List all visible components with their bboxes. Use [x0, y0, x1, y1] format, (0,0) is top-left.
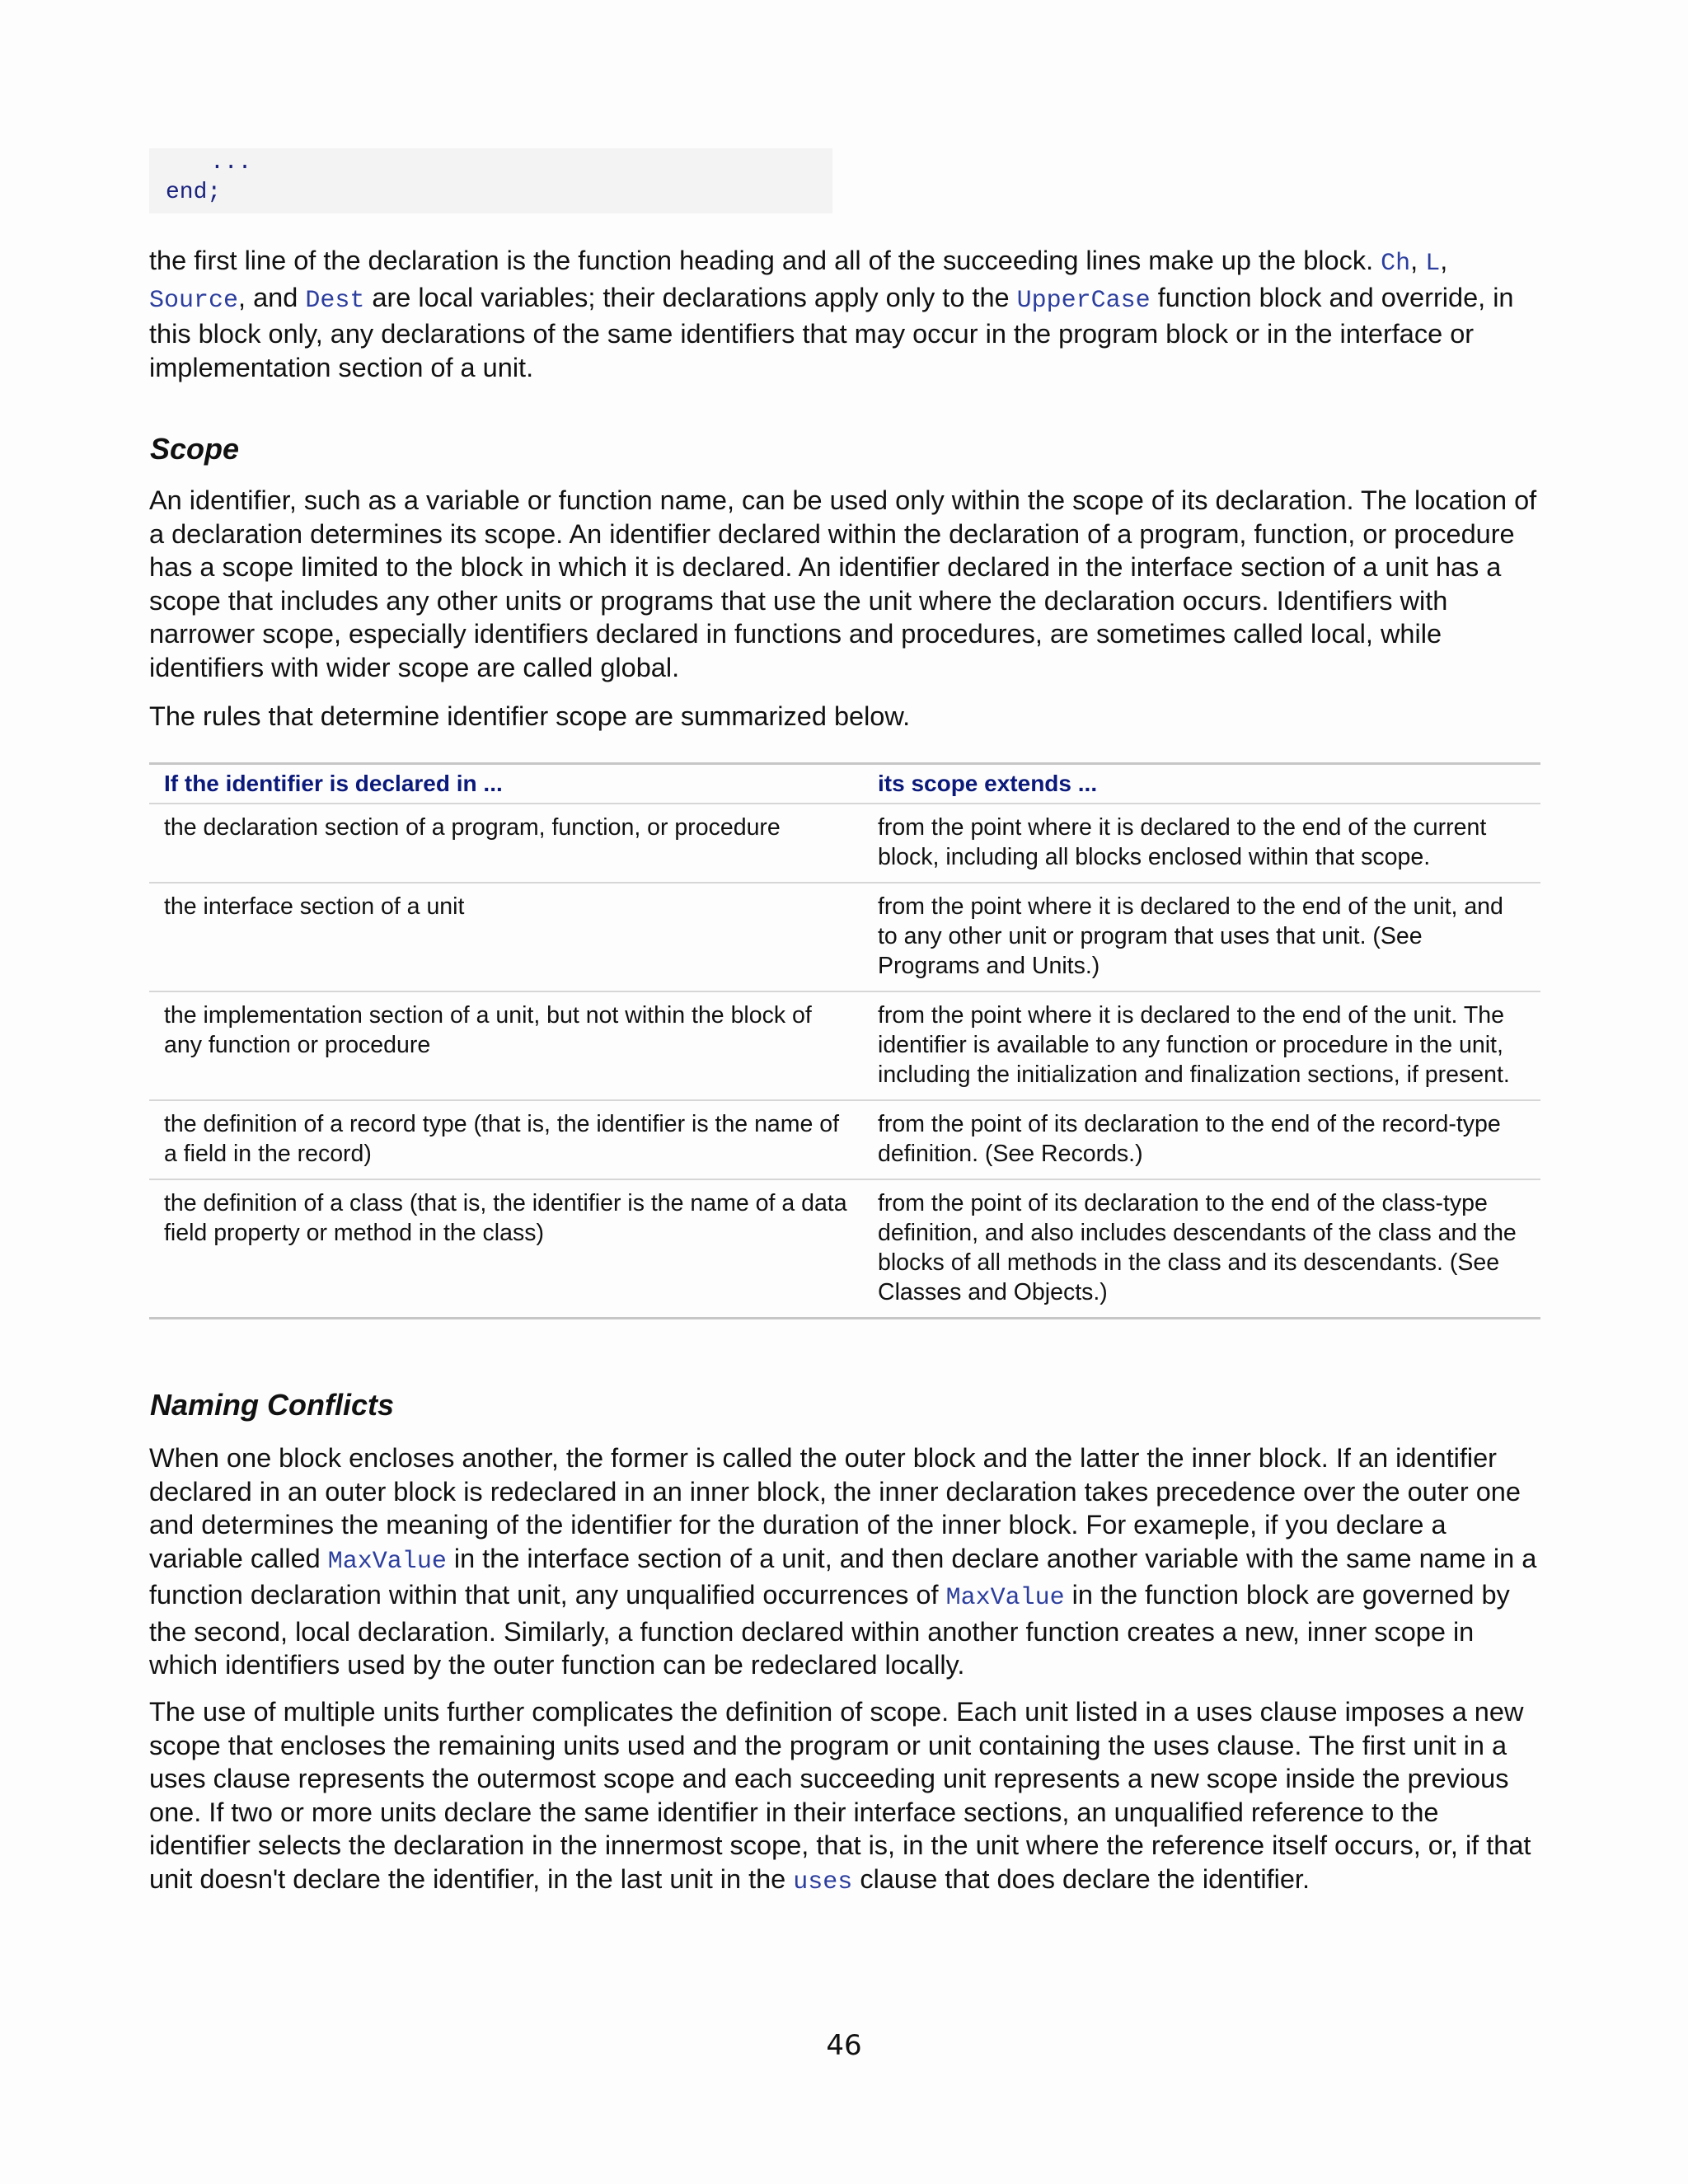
table-cell: from the point where it is declared to the end of the current block, including all blocks enclosed within that scope.	[863, 804, 1540, 883]
table-row	[149, 1179, 1540, 1319]
table-cell: the implementation section of a unit, but not within the block of any function or procedure	[149, 991, 863, 1100]
table-cell: from the point of its declaration to the end of the class-type definition, and also includes descendants of the class and the blocks of all methods in the class and its descendants. (See Classes and Objects.)	[878, 1190, 1517, 1305]
code-line: ...	[210, 150, 252, 176]
text-run: function block and override, in this block only, any declarations of the same identifiers that may occur in the program block or in the interface or implementation section of a unit.	[149, 282, 1514, 382]
table-cell: the declaration section of a program, function, or procedure	[149, 804, 863, 883]
text-run: are local variables; their declarations apply only to the	[364, 282, 1017, 312]
text-run: the first line of the declaration is the function heading and all of the succeeding lines make up the block.	[149, 246, 1381, 275]
text-run: ,	[1410, 246, 1426, 275]
scope-rules-table	[149, 762, 1540, 1319]
code-line: end;	[166, 180, 222, 205]
table-row	[149, 991, 1540, 1100]
text-run: , and	[238, 282, 306, 312]
table-header-row	[149, 764, 1540, 804]
table-cell: from the point where it is declared to the end of the unit, and to any other unit or program that uses that unit. (See Programs and Units.)	[863, 883, 1540, 991]
text-run: in the function block are governed by the second, local declaration. Similarly, a function declared within another function creates a new, inner scope in which identifiers used by the outer function can be redeclared locally.	[149, 1580, 1510, 1680]
table-cell: the interface section of a unit	[149, 883, 863, 991]
code-identifier: Source	[149, 286, 239, 315]
page-number: 46	[826, 2029, 862, 2062]
code-snippet	[149, 148, 832, 213]
scope-paragraph: An identifier, such as a variable or function name, can be used only within the scope of its declaration. The location of a declaration determines its scope. An identifier declared within the declaration of a program, function, or procedure has a scope limited to the block in which it is declared. An identifier declared in the interface section of a unit has a scope that includes any other units or programs that use the unit where the declaration occurs. Identifiers with narrower scope, especially identifiers declared in functions and procedures, are sometimes called local, while identifiers with wider scope are called global.	[149, 485, 1537, 682]
code-identifier: UpperCase	[1016, 286, 1151, 315]
table-cell: the definition of a class (that is, the identifier is the name of a data field property or method in the class)	[164, 1190, 847, 1246]
table-row	[149, 1100, 1540, 1179]
units-scope-paragraph	[149, 1695, 1540, 1899]
column-header: If the identifier is declared in ...	[149, 764, 863, 804]
section-heading-naming-conflicts: Naming Conflicts	[150, 1388, 395, 1422]
text-run: ,	[1440, 246, 1448, 275]
naming-paragraph	[149, 1441, 1540, 1682]
table-row	[149, 883, 1540, 991]
table-cell: from the point where it is declared to the end of the unit. The identifier is available to any function or procedure in the unit, including the initialization and finalization sections, if present.	[863, 991, 1540, 1100]
table-cell: the definition of a record type (that is, the identifier is the name of a field in the record)	[149, 1100, 863, 1179]
code-identifier: uses	[793, 1868, 853, 1896]
table-row	[149, 804, 1540, 883]
text-run: in the interface section of a unit, and then declare another variable with the same name in a function declaration within that unit, any unqualified occurrences of	[149, 1543, 1537, 1610]
text-run: The use of multiple units further complicates the definition of scope. Each unit listed in a uses clause imposes a new scope that encloses the remaining units used and the program or unit containing the uses clause. The first unit in a uses clause represents the outermost scope and each succeeding unit represents a new scope inside the previous one. If two or more units declare the same identifier in their interface sections, an unqualified reference to the identifier selects the declaration in the innermost scope, that is, in the unit where the reference itself occurs, or, if that unit doesn't declare the identifier, in the last unit in the	[149, 1697, 1531, 1894]
intro-paragraph	[149, 244, 1540, 384]
code-identifier: Ch	[1381, 250, 1411, 278]
code-identifier: MaxValue	[945, 1584, 1065, 1612]
code-identifier: Dest	[305, 286, 365, 315]
section-heading-scope: Scope	[150, 432, 240, 466]
table-cell: from the point of its declaration to the end of the record-type definition. (See Records.)	[863, 1100, 1540, 1179]
text-run: When one block encloses another, the former is called the outer block and the latter the inner block. If an identifier declared in an outer block is redeclared in an inner block, the inner declaration takes precedence over the outer one and determines the meaning of the identifier for the duration of the inner block. For exameple, if you declare a variable called	[149, 1443, 1521, 1573]
code-identifier: MaxValue	[327, 1547, 447, 1576]
scope-summary-paragraph: The rules that determine identifier scope are summarized below.	[149, 701, 911, 731]
code-identifier: L	[1425, 250, 1441, 278]
column-header: its scope extends ...	[863, 764, 1540, 804]
text-run: clause that does declare the identifier.	[852, 1863, 1310, 1894]
